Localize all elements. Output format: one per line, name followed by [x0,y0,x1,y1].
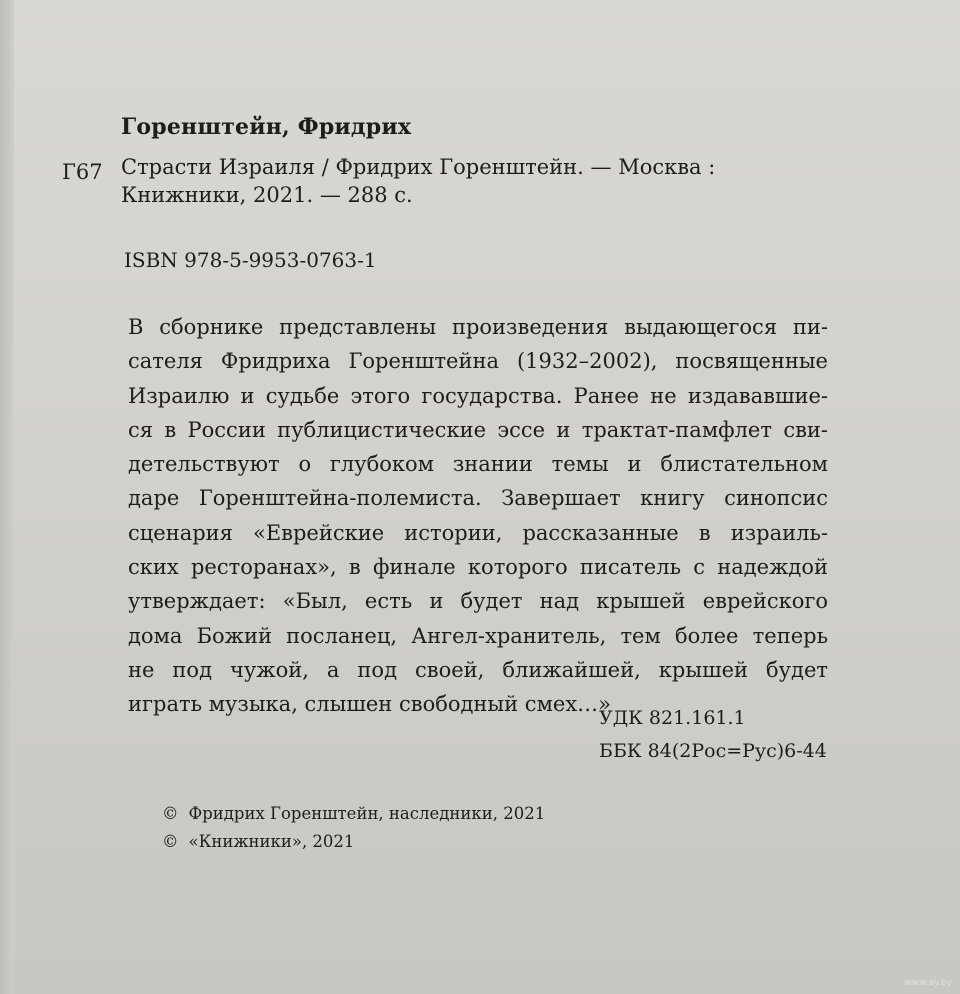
annotation-line: ских ресторанах», в финале которого писатель с надеждой [128,555,828,580]
copyright-icon: © [162,832,179,851]
title-line-1: Страсти Израиля / Фридрих Горенштейн. — Москва : [121,155,716,179]
udk-code: УДК 821.161.1 [599,707,746,729]
watermark: www.ay.by [904,978,952,988]
annotation-line: утверждает: «Был, есть и будет над крышей еврейского [128,589,828,614]
title-line-2: Книжники, 2021. — 288 с. [121,183,413,207]
annotation-line: сценария «Еврейские истории, рассказанные в израиль- [128,520,828,545]
annotation-line: не под чужой, а под своей, ближайшей, крышей будет [128,657,828,682]
copyright-text-1: Фридрих Горенштейн, наследники, 2021 [188,804,546,823]
copyright-line-1 [162,800,545,828]
annotation-line: дома Божий посланец, Ангел-хранитель, тем более теперь [128,623,828,648]
copyright-text-2: «Книжники», 2021 [188,832,355,851]
annotation-line: сателя Фридриха Горенштейна (1932–2002), посвященные [128,349,828,374]
annotation-line: детельствуют о глубоком знании темы и блистательном [128,452,828,477]
annotation-line: даре Горенштейна-полемиста. Завершает книгу синопсис [128,486,828,511]
copyright-line-2 [162,828,545,856]
annotation-line: ся в России публицистические эссе и трактат-памфлет сви- [128,417,828,442]
copyright-icon: © [162,804,179,823]
annotation-line: играть музыка, слышен свободный смех…» [128,692,612,717]
classification-codes [599,702,827,768]
bbk-code: ББК 84(2Рос=Рус)6-44 [599,740,827,762]
author-heading: Горенштейн, Фридрих [121,114,412,140]
annotation [128,310,828,722]
isbn: ISBN 978-5-9953-0763-1 [124,248,377,272]
author-code: Г67 [62,160,103,184]
annotation-line: Израилю и судьбе этого государства. Ранее не издававшие- [128,383,828,408]
copyright-block [162,800,545,856]
annotation-line: В сборнике представлены произведения выдающегося пи- [128,315,828,339]
